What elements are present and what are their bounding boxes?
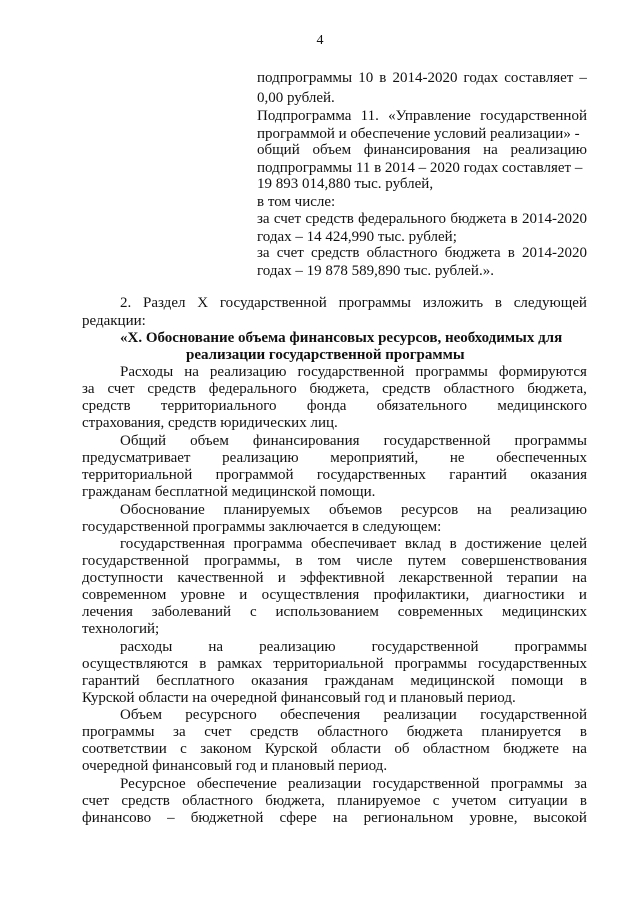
- body-line: лечения заболеваний с использованием современных медицинских: [82, 604, 587, 620]
- page-number: 4: [316, 33, 324, 48]
- body-line: Ресурсное обеспечение реализации государственной программы за: [120, 776, 587, 792]
- body-line: очередной финансовый год и плановый период.: [82, 758, 388, 774]
- upper-line: подпрограммы 11 в 2014 – 2020 годах составляет –: [257, 160, 583, 176]
- body-line: за счет средств федерального бюджета, средств областного бюджета,: [82, 381, 587, 397]
- section-heading: «X. Обоснование объема финансовых ресурсов, необходимых для: [120, 330, 563, 346]
- body-line: территориальной программой государственных гарантий оказания: [82, 467, 587, 483]
- upper-line: за счет средств федерального бюджета в 2014-2020: [257, 211, 587, 227]
- section-heading: реализации государственной программы: [186, 347, 465, 363]
- upper-line: за счет средств областного бюджета в 2014-2020: [257, 245, 587, 261]
- body-line: программы за счет средств областного бюджета планируется в: [82, 724, 587, 740]
- body-line: гражданам бесплатной медицинской помощи.: [82, 484, 376, 500]
- upper-line: годах – 14 424,990 тыс. рублей;: [257, 229, 457, 245]
- body-line: Общий объем финансирования государственной программы: [120, 433, 587, 449]
- body-line: осуществляются в рамках территориальной программы государственных: [82, 656, 587, 672]
- body-line: доступности качественной и эффективной лекарственной терапии на: [82, 570, 587, 586]
- body-line: государственной программы заключается в следующем:: [82, 519, 442, 535]
- body-line: страхования, средств юридических лиц.: [82, 415, 338, 431]
- body-line: Курской области на очередной финансовый год и плановый период.: [82, 690, 516, 706]
- upper-line: подпрограммы 10 в 2014-2020 годах составляет –: [257, 70, 587, 86]
- body-line: Объем ресурсного обеспечения реализации государственной: [120, 707, 587, 723]
- body-line: предусматривает реализацию мероприятий, не обеспеченных: [82, 450, 587, 466]
- body-line: технологий;: [82, 621, 160, 637]
- upper-line: 19 893 014,880 тыс. рублей,: [257, 176, 434, 192]
- body-line: счет средств областного бюджета, планируемое с учетом ситуации в: [82, 793, 587, 809]
- body-line: Расходы на реализацию государственной программы формируются: [120, 364, 587, 380]
- upper-line: в том числе:: [257, 194, 336, 210]
- body-line: Обоснование планируемых объемов ресурсов на реализацию: [120, 502, 587, 518]
- upper-line: программой и обеспечение условий реализации» -: [257, 126, 580, 142]
- body-line: средств территориального фонда обязательного медицинского: [82, 398, 587, 414]
- upper-line: общий объем финансирования на реализацию: [257, 142, 587, 158]
- body-line: современном уровне и осуществления профилактики, диагностики и: [82, 587, 587, 603]
- body-line: расходы на реализацию государственной программы: [120, 639, 587, 655]
- item2-line: редакции:: [82, 313, 146, 329]
- body-line: гарантий бесплатного оказания гражданам медицинской помощи в: [82, 673, 587, 689]
- upper-line: годах – 19 878 589,890 тыс. рублей.».: [257, 263, 494, 279]
- body-line: соответствии с законом Курской области об областном бюджете на: [82, 741, 587, 757]
- body-line: государственная программа обеспечивает вклад в достижение целей: [120, 536, 587, 552]
- upper-line: Подпрограмма 11. «Управление государственной: [257, 108, 587, 124]
- body-line: финансово – бюджетной сфере на региональном уровне, высокой: [82, 810, 587, 826]
- item2-line: 2. Раздел X государственной программы изложить в следующей: [120, 295, 587, 311]
- upper-line: 0,00 рублей.: [257, 90, 335, 106]
- body-line: государственной программы, в том числе путем совершенствования: [82, 553, 587, 569]
